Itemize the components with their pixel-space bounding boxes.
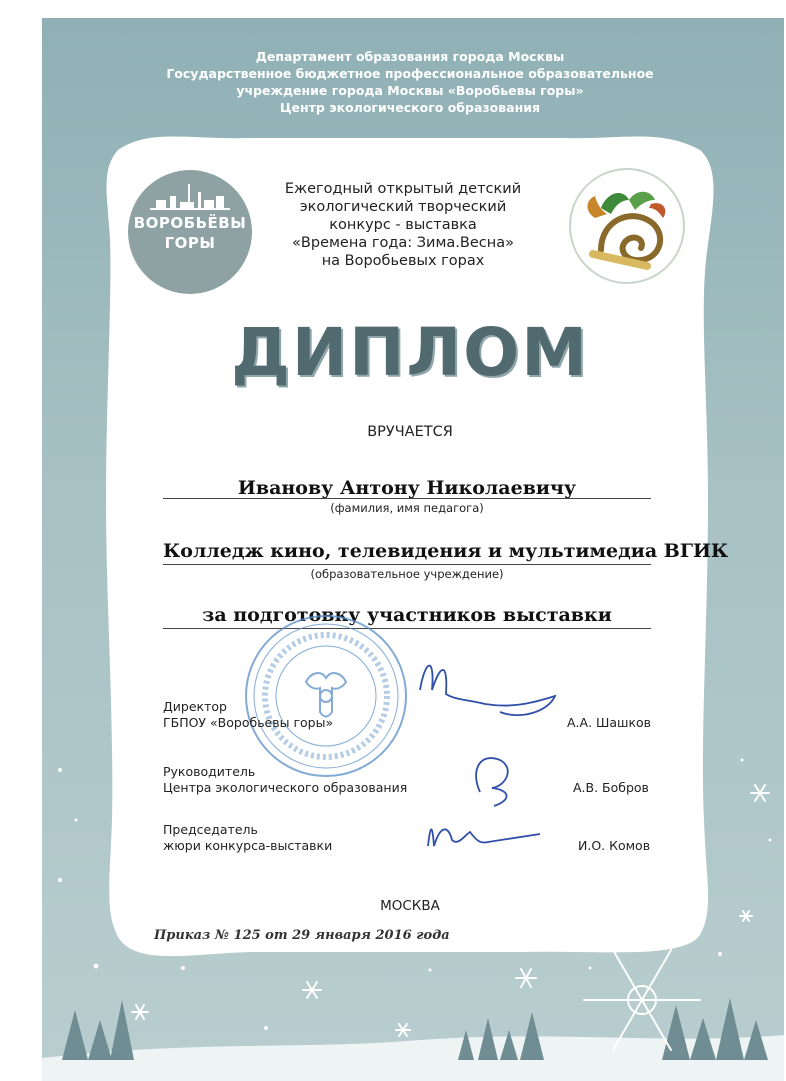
event-line: экологический творческий xyxy=(299,199,507,215)
event-line: Ежегодный открытый детский xyxy=(284,181,522,197)
event-line: на Воробьевых горах xyxy=(321,253,485,269)
name-caption: (фамилия, имя педагога) xyxy=(330,501,484,515)
city-label: МОСКВА xyxy=(380,898,440,914)
event-line: конкурс - выставка xyxy=(329,217,477,233)
signatory-head-name: А.В. Бобров xyxy=(573,780,649,795)
signatory-jury-name: И.О. Комов xyxy=(578,838,651,853)
sig-title-line: жюри конкурса-выставки xyxy=(163,838,333,853)
recipient-name: Иванову Антону Николаевичу xyxy=(237,477,577,499)
sig-title-line: Председатель xyxy=(163,822,258,837)
award-reason: за подготовку участников выставки xyxy=(202,604,612,626)
sig-title-line: Центра экологического образования xyxy=(163,780,408,795)
sig-title-line: Директор xyxy=(163,699,227,714)
signature-bobrov xyxy=(476,758,508,806)
awarded-label: ВРУЧАЕТСЯ xyxy=(367,424,453,440)
order-reference: Приказ № 125 от 29 января 2016 года xyxy=(154,928,450,943)
header-line: Центр экологического образования xyxy=(279,100,541,115)
signatory-head-title xyxy=(163,764,407,796)
signature-shashkov xyxy=(420,666,555,716)
sig-title-line: Руководитель xyxy=(163,764,256,779)
logo-text-line1: ВОРОБЬЁВЫ xyxy=(133,214,247,232)
header-line: Департамент образования города Москвы xyxy=(255,49,565,64)
signatory-jury-title xyxy=(163,822,332,854)
sig-title-line: ГБПОУ «Воробьевы горы» xyxy=(163,715,334,730)
signature-komov xyxy=(428,829,540,846)
signatory-director-title xyxy=(163,699,333,731)
header-line: учреждение города Москвы «Воробьевы горы» xyxy=(236,83,584,98)
header-line: Государственное бюджетное профессиональное образовательное xyxy=(166,66,654,81)
signatory-director-name: А.А. Шашков xyxy=(567,715,652,730)
diploma-title: ДИПЛОМ xyxy=(231,314,589,391)
institution-caption: (образовательное учреждение) xyxy=(310,567,504,581)
logo-text-line2: ГОРЫ xyxy=(164,234,216,252)
event-line: «Времена года: Зима.Весна» xyxy=(292,235,514,251)
institution-name: Колледж кино, телевидения и мультимедиа ВГИК xyxy=(163,540,729,562)
